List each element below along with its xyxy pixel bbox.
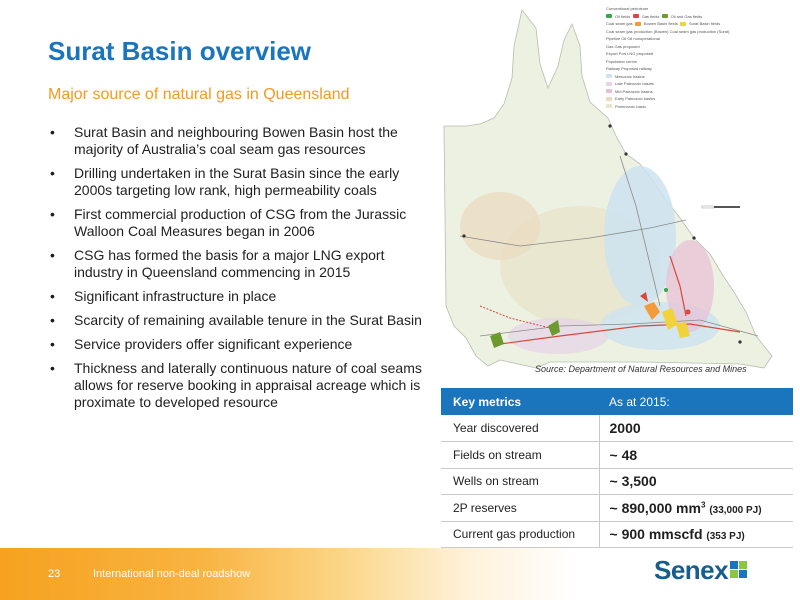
bullet-list xyxy=(48,124,428,418)
legend-label: Oil xyxy=(621,36,627,41)
bullet-item: • Surat Basin and neighbouring Bowen Basin host the majority of Australia’s coal seam gas resources xyxy=(48,124,428,158)
legend-label: Gas fields xyxy=(641,13,660,19)
bullet-item: • Scarcity of remaining available tenure in the Surat Basin xyxy=(48,312,428,329)
bullet-item: • Significant infrastructure in place xyxy=(48,288,428,305)
legend-label: Oil nonoperational xyxy=(627,36,660,41)
metric-value: ~ 48 xyxy=(599,442,793,469)
legend-label: Proterozoic basin xyxy=(615,103,646,109)
table-row xyxy=(441,415,793,442)
table-row xyxy=(441,521,793,548)
map-source-caption: Source: Department of Natural Resources and Mines xyxy=(535,364,747,374)
basin-region xyxy=(460,192,540,260)
late-paleozoic-swatch xyxy=(606,82,612,86)
legend-label: Gas xyxy=(606,43,614,49)
table-row xyxy=(441,442,793,469)
legend-label: Coal seam gas production (Bowen) xyxy=(606,28,669,34)
population-centre xyxy=(738,340,741,343)
map-legend xyxy=(606,6,792,146)
legend-label: Gas proposed xyxy=(614,43,640,49)
scale-bar xyxy=(702,206,740,208)
metric-value: ~ 890,000 $mm^3$ (33,000 PJ) xyxy=(599,495,793,522)
table-row xyxy=(441,495,793,522)
bowen-swatch xyxy=(635,22,641,26)
metric-label: Year discovered xyxy=(441,415,599,442)
population-centre xyxy=(692,236,695,239)
oil-field xyxy=(664,288,668,292)
metric-label: Fields on stream xyxy=(441,442,599,469)
legend-label: Export Port xyxy=(606,51,627,56)
slide-subtitle: Major source of natural gas in Queensland xyxy=(48,86,350,103)
legend-label: Oil fields xyxy=(615,13,631,19)
key-metrics-table xyxy=(441,388,793,548)
bullet-item: • Drilling undertaken in the Surat Basin since the early 2000s targeting low rank, high permeability coals xyxy=(48,165,428,199)
legend-label: Railway xyxy=(606,66,621,71)
population-centre xyxy=(624,152,627,155)
gas-field xyxy=(686,310,691,315)
bullet-item: • CSG has formed the basis for a major LNG export industry in Queensland commencing in 2015 xyxy=(48,247,428,281)
legend-label: Bowen Basin fields xyxy=(643,21,678,26)
footer-text: International non-deal roadshow xyxy=(93,568,251,580)
senex-logo xyxy=(654,556,748,584)
metric-label: Wells on stream xyxy=(441,468,599,495)
bullet-item: • Service providers offer significant experience xyxy=(48,336,428,353)
metric-value: 2000 xyxy=(599,415,793,442)
legend-label: Mid Paleozoic basins xyxy=(615,88,653,94)
mesozoic-swatch xyxy=(606,74,612,78)
table-header-asat: As at 2015: xyxy=(599,388,793,415)
legend-label: Coal seam gas production (Surat) xyxy=(669,28,730,34)
logo-mark-icon xyxy=(730,561,748,579)
surat-swatch xyxy=(680,22,686,26)
legend-label: Mesozoic basins xyxy=(615,73,645,79)
population-centre xyxy=(462,234,465,237)
table-header-row xyxy=(441,388,793,415)
legend-label: Population centre xyxy=(606,58,638,64)
metric-value: ~ 3,500 xyxy=(599,468,793,495)
metric-label: 2P reserves xyxy=(441,495,599,522)
legend-label: Proposed railway xyxy=(621,66,652,71)
page-number: 23 xyxy=(48,568,61,580)
metric-label: Current gas production xyxy=(441,521,599,548)
legend-label: Surat Basin fields xyxy=(688,21,721,26)
table-row xyxy=(441,468,793,495)
mid-paleozoic-swatch xyxy=(606,89,612,93)
proterozoic-swatch xyxy=(606,104,612,108)
metric-value: ~ 900 mmscfd (353 PJ) xyxy=(599,521,793,548)
basin-region xyxy=(604,166,676,306)
legend-label: Coal seam gas xyxy=(606,21,633,26)
logo-wordmark: Senex xyxy=(654,554,729,585)
gas-field-swatch xyxy=(633,14,639,18)
bullet-item: • Thickness and laterally continuous nature of coal seams allows for reserve booking in appraisal acreage which is proximate to developed resource xyxy=(48,360,428,411)
legend-label: Late Paleozoic basins xyxy=(615,81,654,86)
oil-field-swatch xyxy=(606,14,612,18)
bullet-item: • First commercial production of CSG from the Jurassic Walloon Coal Measures began in 2006 xyxy=(48,206,428,240)
legend-label: Oil and Gas fields xyxy=(670,13,703,19)
table-header-label: Key metrics xyxy=(441,388,599,415)
slide-title: Surat Basin overview xyxy=(48,36,311,66)
legend-label: Conventional petroleum xyxy=(606,6,649,11)
oil-gas-field-swatch xyxy=(662,14,668,18)
legend-label: Early Paleozoic basins xyxy=(615,96,656,101)
legend-label: Pipeline xyxy=(606,36,621,41)
early-paleozoic-swatch xyxy=(606,97,612,101)
legend-label: LNG proposed xyxy=(627,51,654,56)
